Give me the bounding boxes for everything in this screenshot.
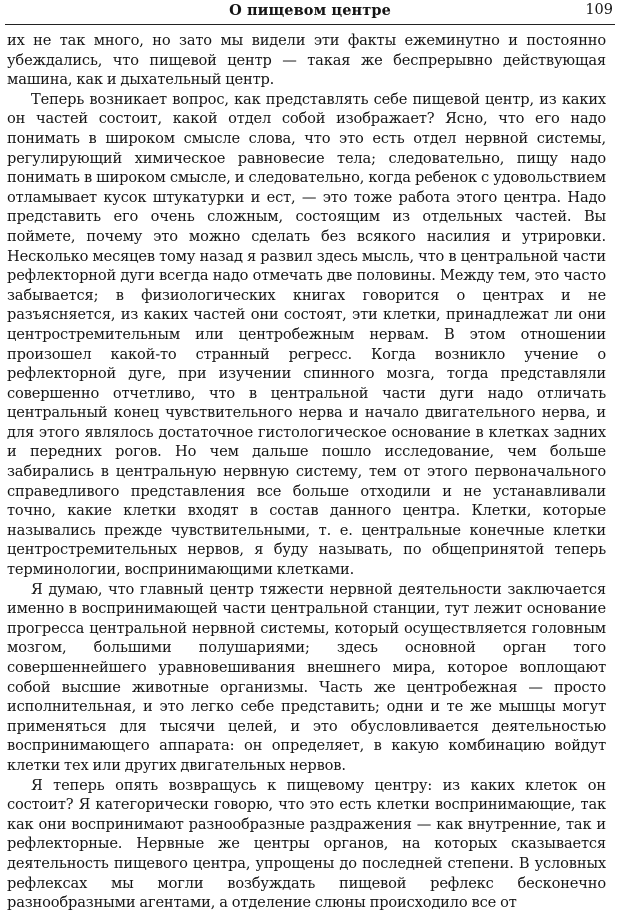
running-title: О пищевом центре [229,2,391,19]
paragraph: Теперь возникает вопрос, как представлять себе пищевой центр, из каких он частей состоит, какой отдел собой изображает? Ясно, что его надо понимать в широком смысле слова, что это есть отдел нервной системы, регулирующий химическое равновесие тела; следовательно, пищу надо понимать в широком смысле, и следовательно, когда ребенок с удовольствием отламывает кусок штукатурки и ест, — это тоже работа этого центра. Надо представить его очень сложным, состоящим из отдельных частей. Вы поймете, почему это можно сделать без всякого насилия и утрировки. Несколько месяцев тому назад я развил здесь мысль, что в центральной части рефлекторной дуги всегда надо отмечать две половины. Между тем, это часто забывается; в физиологических книгах говорится о центрах и не разъясняется, из каких частей они состоят, эти клетки, принадлежат ли они центростремительным или центробежным нервам. В этом отношении произошел какой-то странный регресс. Когда возникло учение о рефлекторной дуге, при изучении спинного мозга, тогда представляли совершенно отчетливо, что в центральной части дуги надо отличать центральный конец чувствительного нерва и начало двигательного нерва, и для этого являлось достаточное гистологическое основание в клетках задних и передних рогов. Но чем дальше пошло исследование, чем больше забирались в центральную нервную систему, тем от этого первоначального справедливого представления все больше отходили и не устанавливали точно, какие клетки входят в состав данного центра. Клетки, которые назывались прежде чувствительными, т. е. центральные конечные клетки центростремительных нервов, я буду называть, по общепринятой теперь терминологии, воспринимающими клетками. [7,90,606,579]
page-number: 109 [585,2,613,18]
paragraph-continuation: их не так много, но зато мы видели эти факты ежеминутно и постоянно убеждались, что пищевой центр — такая же беспрерывно действующая машина, как и дыхательный центр. [7,32,606,89]
paragraph: Я думаю, что главный центр тяжести нервной деятельности заключается именно в воспринимающей части центральной станции, тут лежит основание прогресса центральной нервной системы, который осуществляется головным мозгом, большими полушариями; здесь основной орган того совершеннейшего уравновешивания внешнего мира, которое воплощают собой высшие животные организмы. Часть же центробежная — просто исполнительная, и это легко себе представить; одни и те же мышцы могут применяться для тысячи целей, и это обусловливается деятельностью воспринимающего аппарата: он определяет, в какую комбинацию войдут клетки тех или других двигательных нервов. [7,580,606,774]
running-header [5,0,615,25]
body-text [7,31,606,913]
paragraph: Я теперь опять возвращусь к пищевому центру: из каких клеток он состоит? Я категорически говорю, что это есть клетки воспринимающие, так как они воспринимают разнообразные раздражения — как внутренние, так и рефлекторные. Нервные же центры органов, на которых сказывается деятельность пищевого центра, упрощены до последней степени. В условных рефлексах мы могли возбуждать пищевой рефлекс бесконечно разнообразными агентами, а отделение слюны происходило все от [7,776,606,912]
